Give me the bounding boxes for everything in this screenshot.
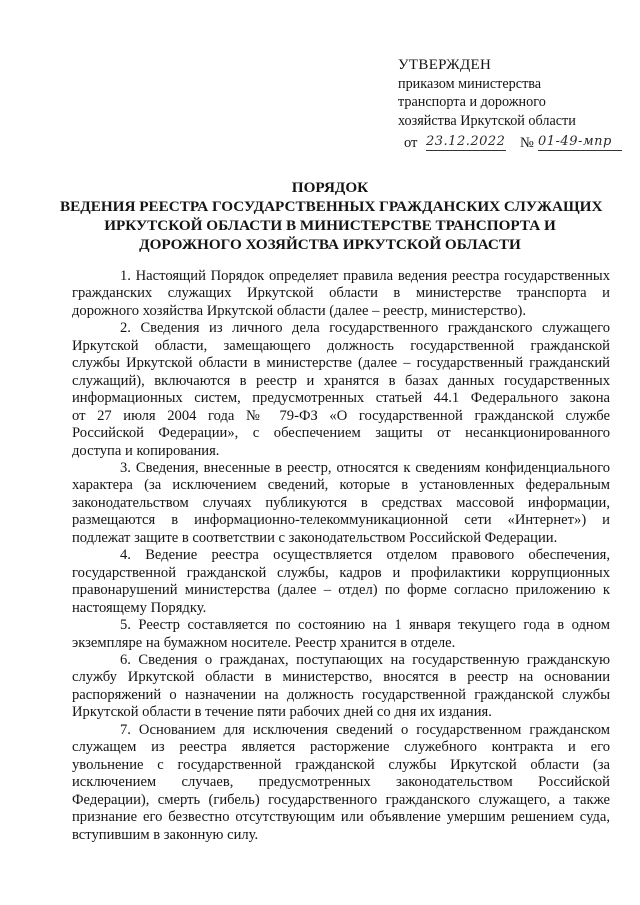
paragraph-line: Иркутской области, замещающего должность государственной гражданской: [72, 337, 610, 354]
paragraph-line: вступившим в законную силу.: [72, 826, 259, 843]
paragraph-line: гражданских служащих Иркутской области в министерстве транспорта и: [72, 285, 610, 302]
paragraph-line: государственной гражданской службы, кадров и профилактики коррупционных: [72, 564, 610, 581]
paragraph-line: распоряжений о назначении на должность государственной гражданской службы: [72, 686, 610, 703]
paragraph-line: признание его безвестно отсутствующим или объявление умершим решением суда,: [72, 809, 610, 826]
paragraph-line: Иркутской области в течение пяти рабочих дней со дня их издания.: [72, 704, 492, 721]
handwritten-number: 01-49-мпр: [538, 134, 622, 151]
approval-line-2: транспорта и дорожного: [398, 94, 546, 110]
title-line-1: ПОРЯДОК: [291, 179, 369, 196]
paragraph-3: [72, 460, 610, 547]
paragraph-line: 2. Сведения из личного дела государственного гражданского служащего: [120, 320, 610, 337]
paragraph-line: службу Иркутской области в министерство, вносятся в реестр на основании: [72, 669, 610, 686]
paragraph-4: [72, 547, 610, 617]
order-date-number-line: [404, 135, 634, 159]
paragraph-line: 1. Настоящий Порядок определяет правила ведения реестра государственных: [120, 268, 610, 284]
approval-line-3: хозяйства Иркутской области: [398, 112, 576, 129]
paragraph-6: [72, 652, 610, 722]
paragraph-1: [72, 268, 610, 320]
approval-stamp-block: [398, 56, 628, 130]
paragraph-line: служащий), включаются в реестр и хранятся в базах данных государственных: [72, 372, 610, 389]
paragraph-line: подлежат защите в соответствии с законодательством Российской Федерации.: [72, 529, 558, 546]
paragraph-line: служащем из реестра является расторжение служебного контракта и его: [72, 739, 610, 756]
paragraph-line: Российской Федерации», с обеспечением защиты от несанкционированного: [72, 425, 610, 442]
document-title: [60, 178, 603, 254]
paragraph-line: размещаются в информационно-телекоммуникационной сети «Интернет») и: [72, 512, 610, 529]
paragraph-line: 7. Основанием для исключения сведений о государственном гражданском: [120, 721, 610, 738]
paragraph-line: характера (за исключением сведений, которые в установленных федеральным: [72, 477, 610, 494]
paragraph-line: правонарушений министерства (далее – отдел) по форме согласно приложению к: [72, 582, 610, 599]
paragraph-5: [72, 617, 610, 652]
number-label: №: [520, 135, 534, 151]
paragraph-line: экземпляре на бумажном носителе. Реестр хранится в отделе.: [72, 634, 456, 651]
title-line-4: ДОРОЖНОГО ХОЗЯЙСТВА ИРКУТСКОЙ ОБЛАСТИ: [139, 236, 521, 253]
paragraph-line: Федерации), смерть (гибель) государственного гражданского служащего, а также: [72, 791, 610, 808]
paragraph-line: законодательством случаях публикуются в средствах массовой информации,: [72, 494, 610, 511]
paragraph-line: 5. Реестр составляется по состоянию на 1 января текущего года в одном: [120, 617, 610, 634]
title-line-3: ИРКУТСКОЙ ОБЛАСТИ В МИНИСТЕРСТВЕ ТРАНСПОРТА И: [104, 217, 556, 234]
paragraph-line: доступа и копирования.: [72, 442, 220, 459]
paragraph-line: исключением случаев, предусмотренных законодательством Российской: [72, 774, 610, 791]
paragraph-line: от 27 июля 2004 года № 79-ФЗ «О государственной гражданской службе: [72, 407, 610, 424]
approval-line-1: приказом министерства: [398, 75, 542, 92]
paragraph-7: [72, 722, 610, 844]
paragraph-line: 3. Сведения, внесенные в реестр, относятся к сведениям конфиденциального: [120, 459, 610, 476]
paragraph-line: службы Иркутской области в министерстве (далее – государственный гражданский: [72, 355, 610, 372]
paragraph-2: [72, 320, 610, 460]
paragraph-line: дорожного хозяйства Иркутской области (далее – реестр, министерство).: [72, 302, 527, 319]
paragraph-line: 4. Ведение реестра осуществляется отделом правового обеспечения,: [120, 547, 610, 564]
document-body: [72, 268, 610, 844]
from-label: от: [404, 135, 418, 151]
handwritten-date: 23.12.2022: [426, 134, 506, 149]
paragraph-line: информационных систем, предусмотренных статьей 44.1 Федерального закона: [72, 390, 610, 407]
approval-title: УТВЕРЖДЕН: [398, 57, 492, 73]
title-line-2: ВЕДЕНИЯ РЕЕСТРА ГОСУДАРСТВЕННЫХ ГРАЖДАНСКИХ СЛУЖАЩИХ: [60, 198, 603, 215]
paragraph-line: настоящему Порядку.: [72, 599, 207, 616]
paragraph-line: 6. Сведения о гражданах, поступающих на государственную гражданскую: [120, 651, 610, 668]
paragraph-line: увольнение с государственной гражданской службы Иркутской области (за: [72, 756, 610, 773]
